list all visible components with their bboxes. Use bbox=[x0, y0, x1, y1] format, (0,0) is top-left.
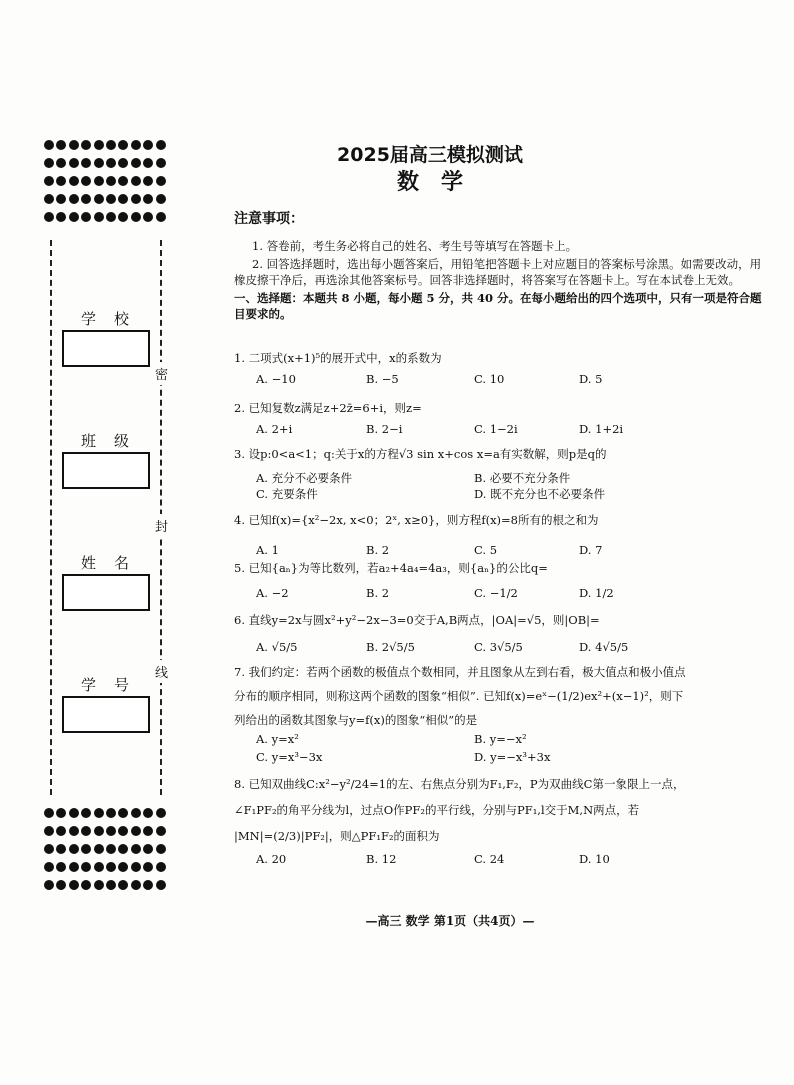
binding-dot bbox=[81, 176, 91, 186]
binding-dot bbox=[81, 212, 91, 222]
binding-dot bbox=[106, 140, 116, 150]
binding-dot bbox=[156, 880, 166, 890]
binding-dot bbox=[94, 194, 104, 204]
option-b[interactable]: B. 12 bbox=[366, 852, 397, 866]
binding-dot bbox=[69, 880, 79, 890]
binding-dot bbox=[94, 880, 104, 890]
binding-dot bbox=[106, 212, 116, 222]
binding-dot bbox=[156, 844, 166, 854]
binding-dot bbox=[156, 194, 166, 204]
option-c[interactable]: C. 10 bbox=[474, 372, 505, 386]
seal-char-mi: 密 bbox=[155, 362, 168, 385]
option-a[interactable]: A. 20 bbox=[256, 852, 287, 866]
option-a[interactable]: A. 1 bbox=[256, 543, 279, 557]
binding-dot bbox=[131, 862, 141, 872]
page-footer: —高三 数学 第1页（共4页）— bbox=[365, 914, 535, 928]
option-d[interactable]: D. 1+2i bbox=[579, 422, 624, 436]
binding-dot bbox=[118, 826, 128, 836]
binding-dot bbox=[94, 140, 104, 150]
binding-dot bbox=[106, 176, 116, 186]
binding-dot bbox=[69, 844, 79, 854]
binding-dot bbox=[69, 176, 79, 186]
binding-dot bbox=[44, 826, 54, 836]
binding-dot bbox=[156, 176, 166, 186]
binding-dot bbox=[69, 194, 79, 204]
binding-dot bbox=[106, 826, 116, 836]
option-d[interactable]: D. 7 bbox=[579, 543, 603, 557]
binding-dot bbox=[106, 880, 116, 890]
binding-dot bbox=[118, 158, 128, 168]
binding-dot bbox=[131, 826, 141, 836]
binding-dot bbox=[131, 140, 141, 150]
option-a[interactable]: A. 充分不必要条件 bbox=[256, 471, 353, 485]
option-d[interactable]: D. 1/2 bbox=[579, 586, 614, 600]
binding-dot bbox=[156, 862, 166, 872]
question-stem-line: 分布的顺序相同，则称这两个函数的图象“相似”. 已知f(x)=eˣ−(1/2)ex²+(x−1)²，则下 bbox=[234, 689, 684, 703]
option-b[interactable]: B. 2√5/5 bbox=[366, 640, 415, 654]
subject-title: 数学 bbox=[396, 170, 485, 195]
question-stem: 5. 已知{aₙ}为等比数列，若a₂+4a₄=4a₃，则{aₙ}的公比q= bbox=[234, 561, 548, 575]
binding-dot bbox=[94, 826, 104, 836]
binding-dot bbox=[44, 808, 54, 818]
option-a[interactable]: A. y=x² bbox=[256, 732, 299, 746]
class-field[interactable] bbox=[62, 452, 150, 489]
option-b[interactable]: B. 2 bbox=[366, 543, 390, 557]
binding-dashed-line-left bbox=[50, 240, 52, 795]
notice-title: 注意事项： bbox=[234, 211, 304, 227]
binding-dot bbox=[69, 140, 79, 150]
binding-dot bbox=[143, 880, 153, 890]
binding-dot bbox=[131, 808, 141, 818]
binding-dot bbox=[106, 844, 116, 854]
binding-dot bbox=[44, 844, 54, 854]
binding-dot bbox=[143, 844, 153, 854]
option-a[interactable]: A. 2+i bbox=[256, 422, 293, 436]
binding-dot bbox=[106, 158, 116, 168]
binding-dot bbox=[131, 176, 141, 186]
binding-dot bbox=[118, 844, 128, 854]
dot-pattern-bottom bbox=[44, 808, 168, 890]
binding-dot bbox=[118, 808, 128, 818]
option-d[interactable]: D. 10 bbox=[579, 852, 610, 866]
binding-dot bbox=[156, 158, 166, 168]
binding-dot bbox=[81, 140, 91, 150]
question-2 bbox=[234, 400, 774, 436]
binding-dot bbox=[44, 176, 54, 186]
name-label: 姓名 bbox=[80, 554, 147, 572]
binding-dot bbox=[69, 158, 79, 168]
binding-dot bbox=[131, 212, 141, 222]
binding-dot bbox=[56, 826, 66, 836]
binding-dot bbox=[81, 158, 91, 168]
binding-dot bbox=[143, 194, 153, 204]
question-4 bbox=[234, 512, 774, 557]
option-c[interactable]: C. 5 bbox=[474, 543, 498, 557]
seal-char-xian: 线 bbox=[155, 660, 168, 683]
binding-dot bbox=[118, 194, 128, 204]
question-stem-line: 列给出的函数其图象与y=f(x)的图象“相似”的是 bbox=[234, 713, 478, 727]
binding-dot bbox=[56, 140, 66, 150]
binding-dot bbox=[81, 862, 91, 872]
binding-dot bbox=[156, 808, 166, 818]
binding-dot bbox=[143, 862, 153, 872]
dot-pattern-top bbox=[44, 140, 168, 222]
binding-dot bbox=[44, 158, 54, 168]
question-stem: 2. 已知复数z满足z+2z̄=6+i，则z= bbox=[234, 401, 422, 415]
question-6 bbox=[234, 612, 774, 654]
binding-dot bbox=[69, 212, 79, 222]
binding-dot bbox=[118, 140, 128, 150]
binding-dot bbox=[143, 808, 153, 818]
option-d[interactable]: D. y=−x³+3x bbox=[474, 750, 551, 764]
binding-dot bbox=[131, 194, 141, 204]
binding-dot bbox=[143, 176, 153, 186]
binding-dot bbox=[118, 212, 128, 222]
option-c[interactable]: C. 充要条件 bbox=[256, 487, 318, 501]
school-field[interactable] bbox=[62, 330, 150, 367]
binding-dot bbox=[106, 808, 116, 818]
school-label: 学校 bbox=[80, 310, 147, 328]
binding-dot bbox=[56, 194, 66, 204]
option-a[interactable]: A. −10 bbox=[256, 372, 296, 386]
binding-dot bbox=[69, 826, 79, 836]
question-stem-line: ∠F₁PF₂的角平分线为l，过点O作PF₂的平行线，分别与PF₁,l交于M,N两点，若 bbox=[234, 803, 640, 817]
binding-dot bbox=[156, 140, 166, 150]
question-stem-line: |MN|=(2/3)|PF₂|，则△PF₁F₂的面积为 bbox=[234, 829, 440, 843]
binding-dot bbox=[94, 212, 104, 222]
option-d[interactable]: D. 5 bbox=[579, 372, 603, 386]
binding-dot bbox=[69, 808, 79, 818]
question-5 bbox=[234, 560, 774, 600]
binding-dot bbox=[81, 826, 91, 836]
notice-item: 1. 答卷前，考生务必将自己的姓名、考生号等填写在答题卡上。 bbox=[252, 238, 578, 253]
binding-dot bbox=[94, 158, 104, 168]
question-stem: 1. 二项式(x+1)⁵的展开式中，x的系数为 bbox=[234, 351, 442, 365]
exam-title: 2025届高三模拟测试 bbox=[337, 144, 523, 166]
option-a[interactable]: A. √5/5 bbox=[256, 640, 298, 654]
binding-dot bbox=[56, 158, 66, 168]
question-3 bbox=[234, 446, 774, 501]
question-stem: 6. 直线y=2x与圆x²+y²−2x−3=0交于A,B两点，|OA|=√5，则|OB|= bbox=[234, 613, 600, 627]
option-c[interactable]: C. 24 bbox=[474, 852, 505, 866]
option-c[interactable]: C. y=x³−3x bbox=[256, 750, 323, 764]
binding-dot bbox=[94, 844, 104, 854]
question-8 bbox=[234, 776, 774, 866]
binding-dot bbox=[81, 194, 91, 204]
binding-dot bbox=[131, 158, 141, 168]
binding-dot bbox=[143, 212, 153, 222]
binding-dot bbox=[81, 880, 91, 890]
binding-dot bbox=[94, 808, 104, 818]
binding-dot bbox=[143, 158, 153, 168]
binding-dot bbox=[143, 826, 153, 836]
binding-dot bbox=[56, 880, 66, 890]
binding-dot bbox=[44, 862, 54, 872]
option-b[interactable]: B. 2−i bbox=[366, 422, 403, 436]
section-title: 一、选择题：本题共 8 小题，每小题 5 分，共 40 分。在每小题给出的四个选项中，只有一项是符合题目要求的。 bbox=[234, 291, 762, 321]
binding-dot bbox=[106, 862, 116, 872]
binding-dot bbox=[44, 194, 54, 204]
binding-dot bbox=[56, 862, 66, 872]
question-stem: 3. 设p:0<a<1；q:关于x的方程√3 sin x+cos x=a有实数解，则p是q的 bbox=[234, 447, 607, 461]
option-c[interactable]: C. 1−2i bbox=[474, 422, 518, 436]
binding-dot bbox=[118, 880, 128, 890]
binding-dot bbox=[44, 140, 54, 150]
name-field[interactable] bbox=[62, 574, 150, 611]
option-c[interactable]: C. −1/2 bbox=[474, 586, 518, 600]
binding-dot bbox=[94, 176, 104, 186]
binding-dot bbox=[94, 862, 104, 872]
binding-dot bbox=[81, 808, 91, 818]
student-id-label: 学号 bbox=[80, 676, 147, 694]
option-b[interactable]: B. −5 bbox=[366, 372, 399, 386]
binding-dot bbox=[56, 808, 66, 818]
seal-char-feng: 封 bbox=[155, 514, 168, 537]
binding-dot bbox=[56, 176, 66, 186]
binding-dot bbox=[131, 880, 141, 890]
question-7 bbox=[234, 664, 774, 764]
option-b[interactable]: B. y=−x² bbox=[474, 732, 527, 746]
notice-item: 2. 回答选择题时，选出每小题答案后，用铅笔把答题卡上对应题目的答案标号涂黑。如需要改动，用橡皮擦干净后，再选涂其他答案标号。回答非选择题时，将答案写在答题卡上。写在本试卷上无效。 bbox=[234, 257, 762, 287]
question-1 bbox=[234, 350, 774, 386]
question-stem-line: 7. 我们约定：若两个函数的极值点个数相同，并且图象从左到右看，极大值点和极小值点 bbox=[234, 665, 686, 679]
option-b[interactable]: B. 必要不充分条件 bbox=[474, 471, 571, 485]
binding-dot bbox=[143, 140, 153, 150]
binding-dot bbox=[118, 862, 128, 872]
binding-dot bbox=[44, 880, 54, 890]
class-label: 班级 bbox=[80, 432, 147, 450]
student-id-field[interactable] bbox=[62, 696, 150, 733]
option-d[interactable]: D. 既不充分也不必要条件 bbox=[474, 487, 606, 501]
question-stem-line: 8. 已知双曲线C:x²−y²/24=1的左、右焦点分别为F₁,F₂，P为双曲线C第一象限上一点， bbox=[234, 777, 685, 791]
notice-block bbox=[234, 210, 764, 322]
option-d[interactable]: D. 4√5/5 bbox=[579, 640, 629, 654]
binding-dot bbox=[106, 194, 116, 204]
binding-dot bbox=[131, 844, 141, 854]
binding-dot bbox=[44, 212, 54, 222]
question-stem: 4. 已知f(x)={x²−2x, x<0；2ˣ, x≥0}，则方程f(x)=8所有的根之和为 bbox=[234, 513, 599, 527]
binding-dot bbox=[56, 844, 66, 854]
binding-dot bbox=[69, 862, 79, 872]
binding-dot bbox=[56, 212, 66, 222]
binding-dot bbox=[156, 826, 166, 836]
option-c[interactable]: C. 3√5/5 bbox=[474, 640, 523, 654]
binding-dot bbox=[118, 176, 128, 186]
option-a[interactable]: A. −2 bbox=[256, 586, 289, 600]
binding-dot bbox=[156, 212, 166, 222]
binding-dot bbox=[81, 844, 91, 854]
option-b[interactable]: B. 2 bbox=[366, 586, 390, 600]
